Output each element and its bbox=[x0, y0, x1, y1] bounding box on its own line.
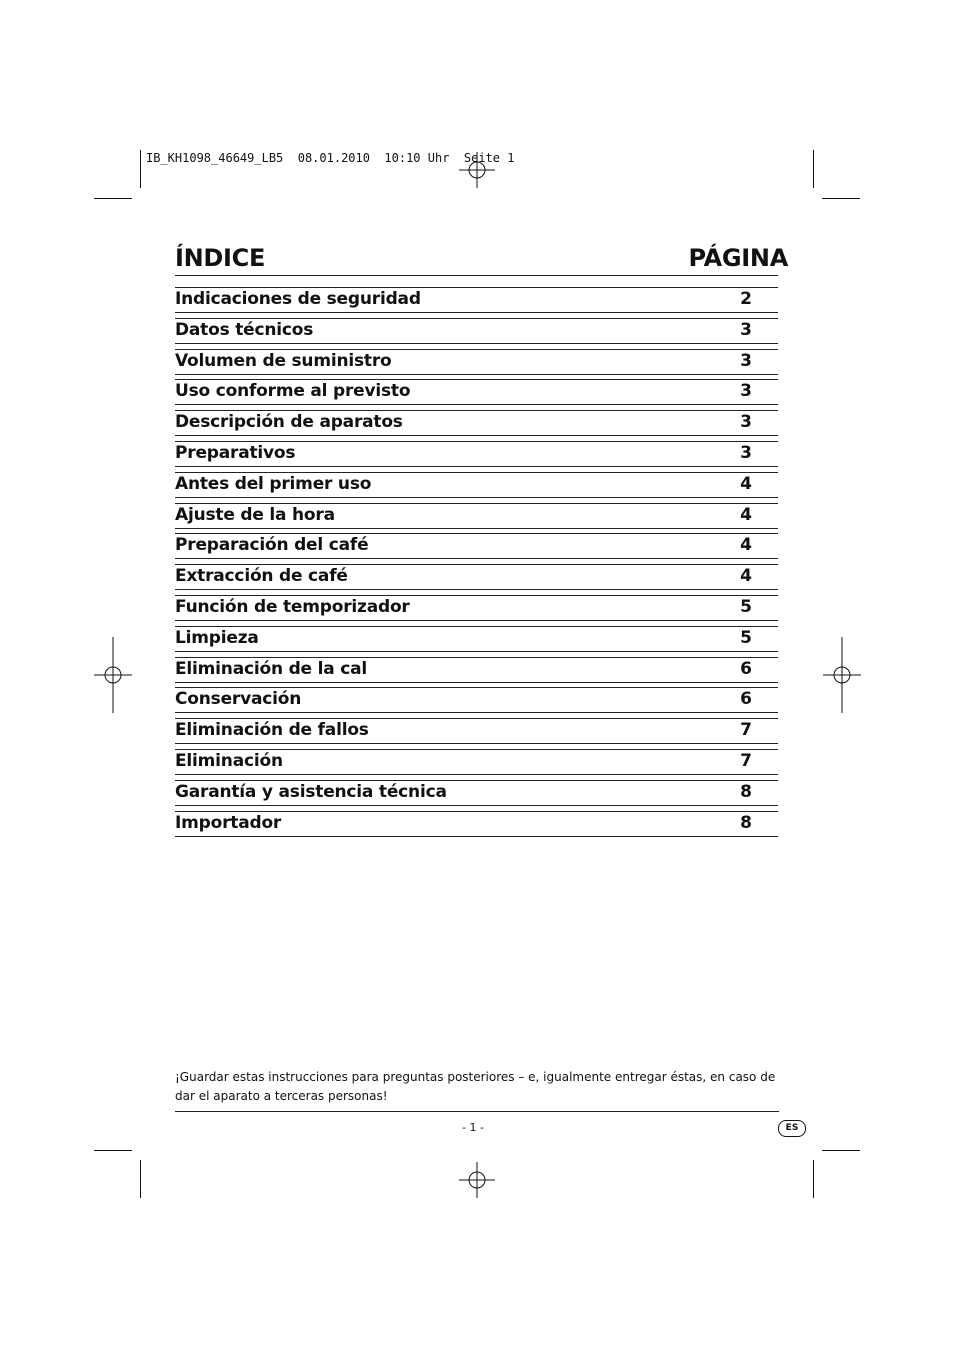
toc-item bbox=[175, 410, 778, 436]
toc-item-title: Extracción de café bbox=[175, 566, 348, 587]
toc-item-title: Función de temporizador bbox=[175, 596, 410, 617]
toc-item-title: Limpieza bbox=[175, 627, 259, 648]
toc-item-page: 3 bbox=[740, 350, 752, 371]
toc-item bbox=[175, 626, 778, 652]
crop-mark bbox=[140, 1160, 141, 1198]
toc-item-title: Indicaciones de seguridad bbox=[175, 289, 421, 309]
toc-item bbox=[175, 533, 778, 559]
toc-item-title: Garantía y asistencia técnica bbox=[175, 781, 447, 802]
toc-item-page: 3 bbox=[740, 381, 752, 402]
crop-mark bbox=[822, 1150, 860, 1151]
toc-item bbox=[175, 441, 778, 467]
registration-mark-icon bbox=[823, 637, 861, 713]
toc-item bbox=[175, 780, 778, 806]
toc-item bbox=[175, 718, 778, 744]
page-number: - 1 - bbox=[462, 1121, 484, 1134]
toc-item-title: Conservación bbox=[175, 689, 302, 710]
footer-note: ¡Guardar estas instrucciones para preguntas posteriores – e, igualmente entregar éstas, en caso de dar el aparato a terceras personas! bbox=[175, 1070, 776, 1103]
toc-item-title: Datos técnicos bbox=[175, 319, 314, 340]
toc-item bbox=[175, 564, 778, 590]
toc-item-page: 4 bbox=[740, 473, 752, 494]
language-badge: ES bbox=[778, 1120, 806, 1137]
toc-item-page: 6 bbox=[740, 689, 752, 710]
toc-item bbox=[175, 503, 778, 529]
toc-item-page: 6 bbox=[740, 658, 752, 679]
toc-header bbox=[175, 242, 788, 276]
toc-item bbox=[175, 657, 778, 683]
toc-item-page: 7 bbox=[740, 720, 752, 741]
toc-item-page: 3 bbox=[740, 442, 752, 463]
crop-mark bbox=[94, 198, 132, 199]
toc-list bbox=[175, 287, 778, 841]
registration-mark-icon bbox=[459, 152, 495, 188]
registration-mark-icon bbox=[94, 637, 132, 713]
crop-mark bbox=[822, 198, 860, 199]
toc-item-title: Eliminación bbox=[175, 750, 283, 771]
toc-item-page: 5 bbox=[740, 596, 752, 617]
toc-item bbox=[175, 811, 778, 837]
toc-item-page: 4 bbox=[740, 535, 752, 556]
toc-item-page: 4 bbox=[740, 504, 752, 525]
toc-item-page: 3 bbox=[740, 412, 752, 433]
toc-item-title: Antes del primer uso bbox=[175, 473, 372, 494]
toc-item bbox=[175, 287, 778, 313]
crop-mark bbox=[94, 1150, 132, 1151]
toc-item-page: 4 bbox=[740, 566, 752, 587]
toc-item-page: 3 bbox=[740, 319, 752, 340]
toc-item-title: Uso conforme al previsto bbox=[175, 381, 411, 402]
toc-item-title: Eliminación de fallos bbox=[175, 720, 369, 741]
toc-item-title: Volumen de suministro bbox=[175, 350, 392, 371]
toc-item bbox=[175, 318, 778, 344]
toc-item-title: Ajuste de la hora bbox=[175, 504, 335, 525]
toc-item-title: Preparativos bbox=[175, 442, 296, 463]
toc-item bbox=[175, 472, 778, 498]
toc-item bbox=[175, 379, 778, 405]
toc-page-heading: PÁGINA bbox=[688, 244, 788, 272]
toc-item-page: 5 bbox=[740, 627, 752, 648]
toc-item bbox=[175, 687, 778, 713]
footer-divider bbox=[175, 1111, 779, 1112]
toc-item-title: Descripción de aparatos bbox=[175, 412, 403, 433]
toc-item-title: Importador bbox=[175, 812, 282, 833]
toc-item-page: 8 bbox=[740, 781, 752, 802]
toc-item-page: 8 bbox=[740, 812, 752, 833]
print-slug: IB_KH1098_46649_LB5 08.01.2010 10:10 Uhr Seite 1 bbox=[146, 151, 515, 165]
toc-item-title: Preparación del café bbox=[175, 535, 369, 556]
toc-item-page: 7 bbox=[740, 750, 752, 771]
toc-title: ÍNDICE bbox=[175, 244, 266, 272]
crop-mark bbox=[140, 150, 141, 188]
toc-item-page: 2 bbox=[740, 289, 752, 309]
toc-item bbox=[175, 349, 778, 375]
toc-item-title: Eliminación de la cal bbox=[175, 658, 367, 679]
crop-mark bbox=[813, 1160, 814, 1198]
crop-mark bbox=[813, 150, 814, 188]
toc-item bbox=[175, 749, 778, 775]
toc-item bbox=[175, 595, 778, 621]
registration-mark-icon bbox=[459, 1162, 495, 1198]
